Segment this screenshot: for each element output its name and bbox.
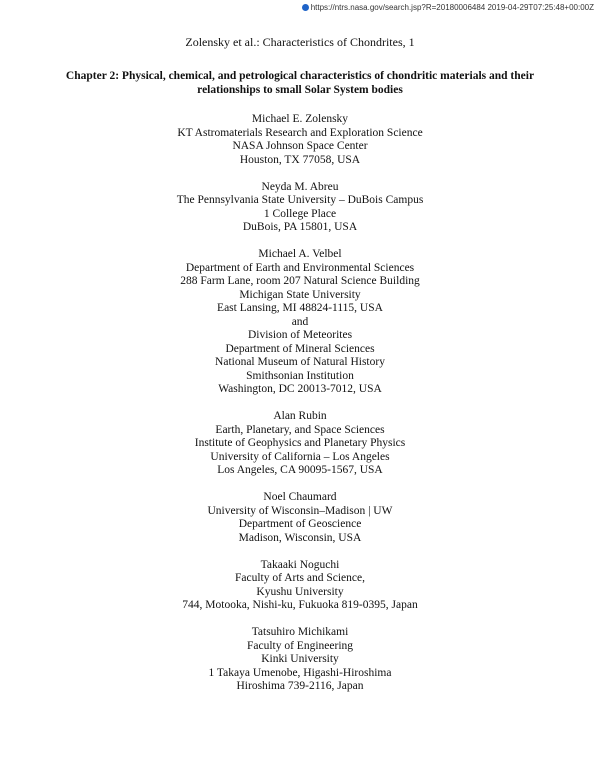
author-affiliation-line: 288 Farm Lane, room 207 Natural Science Building [180, 275, 420, 287]
running-head: Zolensky et al.: Characteristics of Chondrites, 1 [185, 35, 415, 49]
author-name: Michael A. Velbel [258, 248, 342, 260]
author-affiliation-line: Hiroshima 739-2116, Japan [236, 680, 364, 692]
author-affiliation-line: Department of Geoscience [238, 518, 362, 530]
chapter-title: Chapter 2: Physical, chemical, and petrological characteristics of chondritic materials and their relationships to small Solar System bodies [65, 70, 535, 96]
author-affiliation-line: Faculty of Engineering [246, 639, 354, 652]
author-affiliation-line: Department of Mineral Sciences [225, 342, 375, 355]
author-block [0, 248, 600, 397]
author-affiliation-line: Madison, Wisconsin, USA [238, 531, 362, 544]
author-name: Tatsuhiro Michikami [251, 626, 349, 638]
author-affiliation-line: Michigan State University [239, 288, 361, 301]
author-affiliation-line: University of Wisconsin–Madison | UW [207, 504, 393, 517]
author-affiliation-line: DuBois, PA 15801, USA [242, 221, 358, 233]
author-name: Takaaki Noguchi [260, 558, 340, 571]
author-list [0, 113, 600, 707]
author-block [0, 559, 600, 613]
author-block [0, 113, 600, 167]
author-affiliation-line: Smithsonian Institution [246, 369, 354, 382]
author-affiliation-line: 1 Takaya Umenobe, Higashi-Hiroshima [208, 666, 392, 679]
author-name: Noel Chaumard [263, 491, 337, 503]
author-affiliation-line: and [291, 315, 309, 328]
author-affiliation-line: Kyushu University [256, 585, 344, 598]
author-affiliation-line: East Lansing, MI 48824-1115, USA [217, 302, 383, 314]
author-affiliation-line: Faculty of Arts and Science, [235, 572, 365, 584]
author-block [0, 410, 600, 478]
author-affiliation-line: The Pennsylvania State University – DuBois Campus [176, 194, 424, 206]
author-block [0, 491, 600, 545]
ntrs-stamp-text[interactable]: https://ntrs.nasa.gov/search.jsp?R=20180006484 2019-04-29T07:25:48+00:00Z [310, 2, 594, 12]
author-block [0, 626, 600, 694]
author-name: Michael E. Zolensky [251, 113, 349, 125]
author-affiliation-line: 744, Motooka, Nishi-ku, Fukuoka 819-0395, Japan [182, 599, 418, 611]
author-affiliation-line: University of California – Los Angeles [210, 450, 390, 463]
author-affiliation-line: Division of Meteorites [247, 329, 353, 341]
author-name: Alan Rubin [273, 410, 327, 422]
author-block [0, 181, 600, 235]
author-affiliation-line: Department of Earth and Environmental Sciences [185, 261, 415, 274]
author-affiliation-line: Houston, TX 77058, USA [239, 153, 361, 166]
author-affiliation-line: Institute of Geophysics and Planetary Physics [194, 437, 406, 449]
ntrs-stamp[interactable] [302, 1, 594, 13]
author-affiliation-line: Kinki University [261, 653, 339, 665]
author-affiliation-line: National Museum of Natural History [215, 356, 385, 368]
author-affiliation-line: 1 College Place [263, 207, 337, 220]
globe-icon [302, 4, 309, 11]
author-name: Neyda M. Abreu [261, 180, 339, 193]
author-affiliation-line: NASA Johnson Space Center [232, 140, 368, 152]
author-affiliation-line: KT Astromaterials Research and Exploration Science [177, 126, 423, 139]
author-affiliation-line: Earth, Planetary, and Space Sciences [215, 423, 385, 436]
author-affiliation-line: Washington, DC 20013-7012, USA [218, 383, 382, 395]
author-affiliation-line: Los Angeles, CA 90095-1567, USA [217, 464, 383, 476]
